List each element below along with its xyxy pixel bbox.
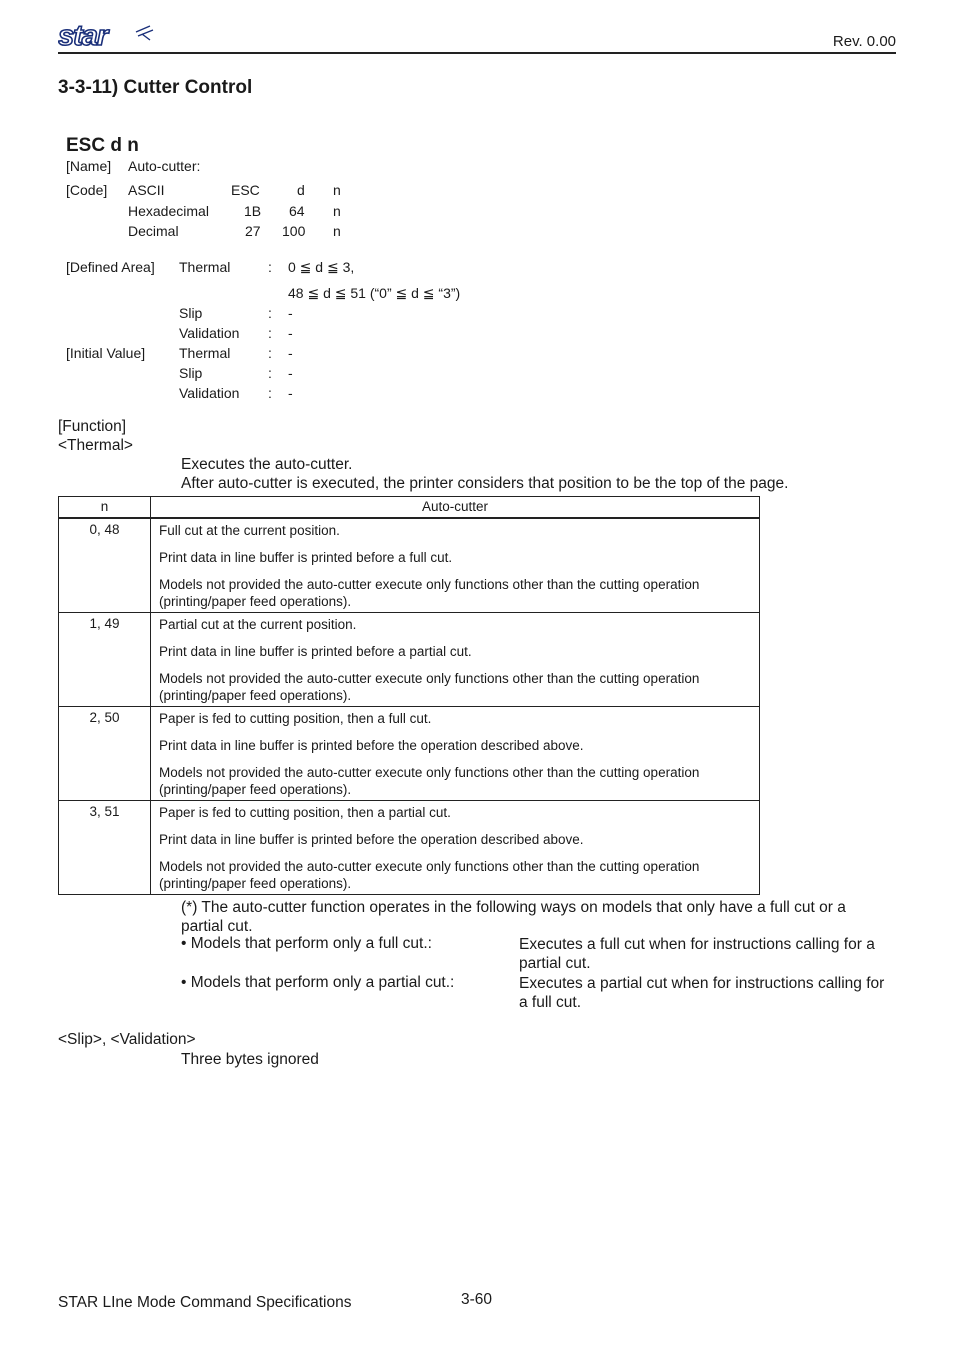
- note-text: (*) The auto-cutter function operates in the following ways on models that only have a full cut or a partial cut.: [181, 899, 846, 935]
- code-row-label: Decimal: [128, 223, 179, 239]
- defined-area-mode: Slip: [179, 305, 203, 321]
- header-divider: [58, 52, 896, 54]
- note-item-desc: Executes a full cut when for instructions calling for a partial cut.: [519, 936, 875, 972]
- initial-value-label: [Initial Value]: [66, 345, 146, 361]
- note-item-label: • Models that perform only a full cut.:: [181, 935, 432, 952]
- function-line: After auto-cutter is executed, the printer considers that position to be the top of the page.: [181, 475, 789, 492]
- name-value: Auto-cutter:: [128, 158, 201, 174]
- initial-value-mode: Thermal: [179, 345, 231, 361]
- initial-value-value: -: [288, 345, 293, 361]
- table-cell-n: 1, 49: [59, 613, 151, 707]
- desc-line: Models not provided the auto-cutter execute only functions other than the cutting operation (printing/paper feed operations).: [159, 577, 700, 609]
- initial-value-value: -: [288, 385, 293, 401]
- desc-line: Paper is fed to cutting position, then a full cut.: [159, 711, 432, 726]
- code-cell: n: [333, 203, 341, 219]
- colon: :: [268, 325, 272, 341]
- table-cell-desc: [151, 518, 760, 613]
- desc-line: Print data in line buffer is printed before the operation described above.: [159, 832, 584, 847]
- table-cell-desc: [151, 707, 760, 801]
- colon: :: [268, 365, 272, 381]
- table-header-row: [59, 497, 760, 519]
- colon: :: [268, 345, 272, 361]
- function-label: [Function]: [58, 418, 127, 435]
- initial-value-mode: Slip: [179, 365, 203, 381]
- code-cell: 1B: [244, 203, 262, 219]
- table-cell-n: 3, 51: [59, 801, 151, 895]
- table-cell-desc: [151, 801, 760, 895]
- desc-line: Print data in line buffer is printed before a full cut.: [159, 550, 453, 565]
- slip-validation-text: Three bytes ignored: [181, 1051, 319, 1068]
- colon: :: [268, 385, 272, 401]
- star-logo: [58, 22, 158, 50]
- defined-area-value: -: [288, 325, 293, 341]
- colon: :: [268, 305, 272, 321]
- page-number: 3-60: [461, 1291, 493, 1308]
- desc-line: Print data in line buffer is printed before the operation described above.: [159, 738, 584, 753]
- table-cell-desc: [151, 613, 760, 707]
- defined-area-value: -: [288, 305, 293, 321]
- table-cell-n: 0, 48: [59, 518, 151, 613]
- thermal-label: <Thermal>: [58, 437, 133, 454]
- table-row: [59, 707, 760, 801]
- code-cell: d: [297, 182, 305, 198]
- slip-validation-label: <Slip>, <Validation>: [58, 1031, 196, 1048]
- table-row: [59, 613, 760, 707]
- table-header-n: n: [59, 497, 151, 519]
- footer-title: STAR LIne Mode Command Specifications: [58, 1294, 352, 1311]
- name-label: [Name]: [66, 158, 112, 174]
- code-cell: n: [333, 223, 341, 239]
- code-cell: 27: [245, 223, 261, 239]
- desc-line: Partial cut at the current position.: [159, 617, 357, 632]
- desc-line: Models not provided the auto-cutter execute only functions other than the cutting operation (printing/paper feed operations).: [159, 859, 700, 891]
- table-row: [59, 518, 760, 613]
- code-row-label: Hexadecimal: [128, 203, 209, 219]
- table-cell-n: 2, 50: [59, 707, 151, 801]
- colon: :: [268, 259, 272, 275]
- desc-line: Print data in line buffer is printed before a partial cut.: [159, 644, 472, 659]
- table-header-auto-cutter: Auto-cutter: [151, 497, 760, 519]
- desc-line: Full cut at the current position.: [159, 523, 340, 538]
- code-cell: 100: [282, 223, 306, 239]
- defined-area-value: 0 ≦ d ≦ 3,: [288, 259, 355, 275]
- note-item-desc: Executes a partial cut when for instructions calling for a full cut.: [519, 975, 885, 1011]
- initial-value-mode: Validation: [179, 385, 240, 401]
- desc-line: Models not provided the auto-cutter execute only functions other than the cutting operation (printing/paper feed operations).: [159, 671, 700, 703]
- defined-area-mode: Validation: [179, 325, 240, 341]
- function-line: Executes the auto-cutter.: [181, 456, 353, 473]
- table-row: [59, 801, 760, 895]
- section-title: 3-3-11) Cutter Control: [58, 77, 253, 98]
- defined-area-value: 48 ≦ d ≦ 51 (“0” ≦ d ≦ “3”): [288, 285, 461, 301]
- command-title: ESC d n: [66, 135, 139, 156]
- revision-label: Rev. 0.00: [832, 33, 896, 50]
- code-cell: ESC: [231, 182, 260, 198]
- code-label: [Code]: [66, 182, 108, 198]
- defined-area-mode: Thermal: [179, 259, 231, 275]
- desc-line: Models not provided the auto-cutter execute only functions other than the cutting operation (printing/paper feed operations).: [159, 765, 700, 797]
- desc-line: Paper is fed to cutting position, then a partial cut.: [159, 805, 451, 820]
- defined-area-label: [Defined Area]: [66, 259, 155, 275]
- initial-value-value: -: [288, 365, 293, 381]
- code-cell: n: [333, 182, 341, 198]
- note-item-label: • Models that perform only a partial cut.:: [181, 974, 455, 991]
- auto-cutter-table: [58, 496, 760, 895]
- code-row-label: ASCII: [128, 182, 165, 198]
- svg-text:star: star: [58, 22, 108, 50]
- code-cell: 64: [289, 203, 305, 219]
